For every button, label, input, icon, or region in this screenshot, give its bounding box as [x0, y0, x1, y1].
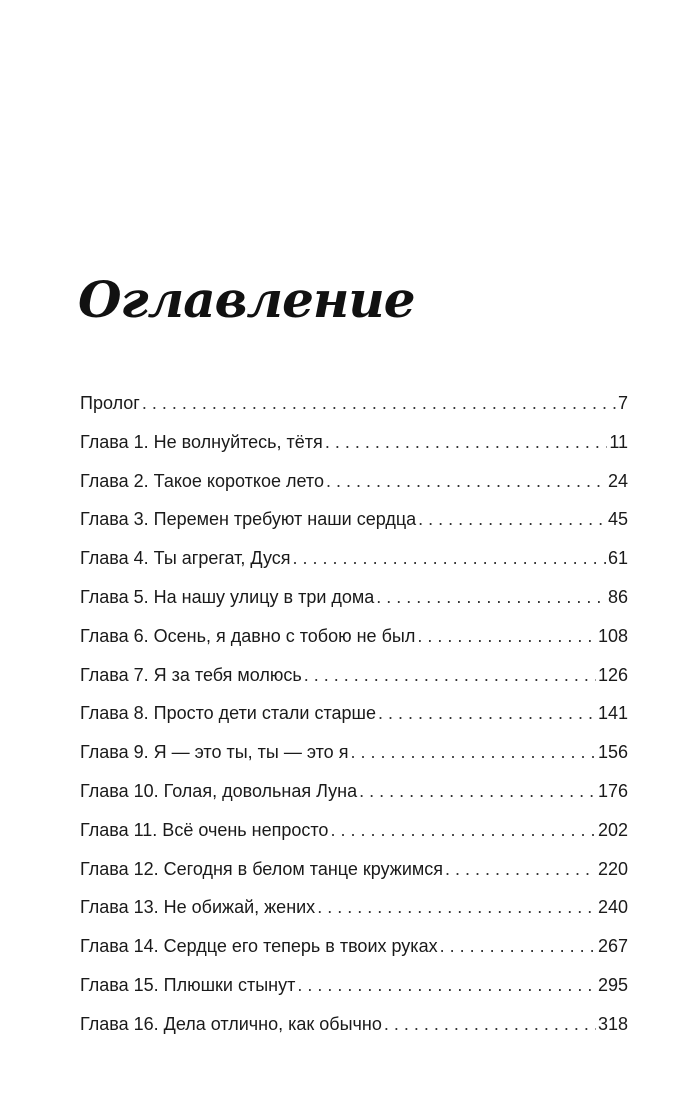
toc-entry[interactable] — [80, 500, 628, 539]
dot-leader — [142, 384, 616, 423]
toc-entry[interactable] — [80, 966, 628, 1005]
toc-entry-title: Глава 2. Такое короткое лето — [80, 470, 324, 491]
toc-entry-page: 86 — [607, 586, 628, 607]
toc-entry[interactable] — [80, 772, 628, 811]
toc-entry[interactable] — [80, 617, 628, 656]
table-of-contents — [80, 384, 628, 1044]
toc-entry-page: 108 — [597, 625, 628, 646]
toc-entry[interactable] — [80, 656, 628, 695]
dot-leader — [325, 423, 608, 462]
toc-entry-title: Глава 9. Я — это ты, ты — это я — [80, 742, 349, 763]
toc-entry[interactable] — [80, 423, 628, 462]
dot-leader — [330, 811, 596, 850]
toc-entry-page: 61 — [607, 548, 628, 569]
dot-leader — [418, 500, 606, 539]
dot-leader — [378, 694, 596, 733]
dot-leader — [376, 578, 606, 617]
toc-entry-title: Глава 15. Плюшки стынут — [80, 974, 296, 995]
dot-leader — [417, 617, 596, 656]
toc-entry[interactable] — [80, 733, 628, 772]
toc-entry[interactable] — [80, 811, 628, 850]
toc-entry-title: Глава 11. Всё очень непросто — [80, 819, 329, 840]
toc-entry-page: 126 — [597, 664, 628, 685]
page-title: Оглавление — [78, 270, 415, 329]
toc-entry-page: 267 — [597, 936, 628, 957]
dot-leader — [304, 656, 596, 695]
toc-entry[interactable] — [80, 1005, 628, 1044]
dot-leader — [440, 927, 596, 966]
toc-entry-page: 295 — [597, 974, 628, 995]
toc-entry-page: 176 — [597, 780, 628, 801]
dot-leader — [326, 462, 606, 501]
toc-entry[interactable] — [80, 539, 628, 578]
toc-entry[interactable] — [80, 578, 628, 617]
dot-leader — [445, 850, 596, 889]
toc-entry-title: Глава 5. На нашу улицу в три дома — [80, 586, 375, 607]
toc-entry-title: Глава 1. Не волнуйтесь, тётя — [80, 431, 323, 452]
toc-entry[interactable] — [80, 694, 628, 733]
toc-entry[interactable] — [80, 462, 628, 501]
toc-entry-title: Глава 16. Дела отлично, как обычно — [80, 1013, 382, 1034]
toc-entry[interactable] — [80, 384, 628, 423]
toc-entry-title: Глава 3. Перемен требуют наши сердца — [80, 509, 417, 530]
dot-leader — [359, 772, 596, 811]
toc-entry-title: Глава 14. Сердце его теперь в твоих руках — [80, 936, 438, 957]
toc-entry-title: Глава 12. Сегодня в белом танце кружимся — [80, 858, 444, 879]
toc-entry-title: Глава 10. Голая, довольная Луна — [80, 780, 358, 801]
dot-leader — [350, 733, 596, 772]
toc-entry-page: 220 — [597, 858, 628, 879]
toc-entry-page: 318 — [597, 1013, 628, 1034]
toc-entry[interactable] — [80, 850, 628, 889]
toc-entry-page: 45 — [607, 509, 628, 530]
toc-entry[interactable] — [80, 888, 628, 927]
toc-entry-title: Глава 4. Ты агрегат, Дуся — [80, 548, 291, 569]
toc-entry-title: Пролог — [80, 393, 140, 413]
toc-entry-page: 141 — [597, 703, 628, 724]
dot-leader — [297, 966, 596, 1005]
toc-entry-title: Глава 7. Я за тебя молюсь — [80, 664, 302, 685]
dot-leader — [293, 539, 606, 578]
toc-entry[interactable] — [80, 927, 628, 966]
toc-entry-page: 202 — [597, 819, 628, 840]
toc-entry-title: Глава 8. Просто дети стали старше — [80, 703, 376, 724]
toc-entry-page: 240 — [597, 897, 628, 918]
toc-entry-page: 11 — [609, 431, 628, 452]
toc-entry-title: Глава 13. Не обижай, жених — [80, 897, 316, 918]
dot-leader — [317, 888, 596, 927]
toc-entry-page: 156 — [597, 742, 628, 763]
dot-leader — [384, 1005, 596, 1044]
toc-entry-page: 24 — [607, 470, 628, 491]
toc-entry-title: Глава 6. Осень, я давно с тобою не был — [80, 625, 416, 646]
toc-entry-page: 7 — [617, 393, 628, 413]
